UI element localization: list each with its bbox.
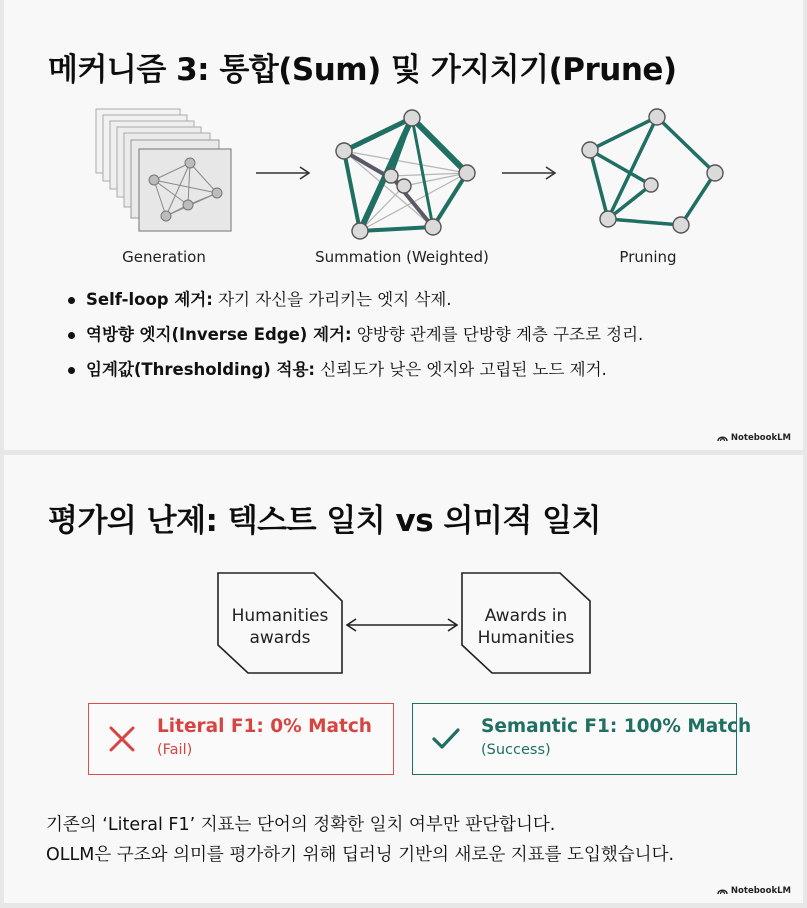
slide-evaluation [4, 455, 803, 903]
summation-graph [336, 110, 475, 239]
term-line: Awards in [484, 606, 568, 626]
stage-label-pruning: Pruning [619, 248, 677, 266]
footer-line-1: 기존의 ‘Literal F1’ 지표는 단어의 정확한 일치 여부만 판단합니다. [46, 815, 556, 835]
term-line: Humanities [477, 628, 575, 648]
bullet-list [68, 290, 643, 395]
result-title: Semantic F1: 100% Match [481, 716, 752, 737]
slide-mechanism [4, 0, 803, 450]
bullet-text: 신뢰도가 낮은 엣지와 고립된 노드 제거. [315, 360, 607, 379]
bullet-bold: 임계값(Thresholding) 적용: [86, 360, 316, 379]
notebooklm-icon [717, 434, 728, 442]
term-box-right [462, 595, 590, 659]
pruned-graph [582, 109, 723, 233]
check-icon [431, 724, 461, 754]
result-title: Literal F1: 0% Match [157, 716, 372, 737]
bullet-bold: Self-loop 제거: [86, 290, 213, 309]
result-subtitle: (Success) [481, 742, 551, 758]
term-line: Humanities [231, 606, 329, 626]
brand-label: NotebookLM [730, 433, 791, 443]
list-item [68, 290, 643, 310]
sum-prune-diagram [4, 0, 803, 270]
term-line: awards [249, 628, 311, 648]
term-compare-diagram [4, 455, 803, 675]
bullet-text: 자기 자신을 가리키는 엣지 삭제. [212, 290, 452, 309]
literal-f1-result [88, 703, 394, 775]
list-item [68, 360, 643, 380]
brand-label: NotebookLM [730, 886, 791, 896]
arrow-right-icon [256, 167, 309, 179]
stage-label-summation: Summation (Weighted) [315, 248, 489, 266]
stage-label-generation: Generation [122, 248, 206, 266]
term-box-left [218, 595, 342, 659]
arrow-right-icon [502, 167, 555, 179]
result-subtitle: (Fail) [157, 742, 193, 758]
notebooklm-icon [717, 887, 728, 895]
list-item [68, 325, 643, 345]
slide-title: 메커니즘 3: 통합(Sum) 및 가지치기(Prune) [48, 52, 677, 88]
semantic-f1-result [412, 703, 752, 775]
notebooklm-logo [717, 886, 791, 896]
double-arrow-icon [347, 619, 457, 631]
slide-title: 평가의 난제: 텍스트 일치 vs 의미적 일치 [48, 503, 601, 539]
footer-line-2: OLLM은 구조와 의미를 평가하기 위해 딥러닝 기반의 새로운 지표를 도입했습니다. [46, 845, 675, 865]
bullet-text: 양방향 관계를 단방향 계층 구조로 정리. [351, 325, 644, 344]
bullet-bold: 역방향 엣지(Inverse Edge) 제거: [86, 325, 352, 344]
notebooklm-logo [717, 433, 791, 443]
cross-icon [107, 724, 137, 754]
generation-stack [96, 109, 231, 231]
